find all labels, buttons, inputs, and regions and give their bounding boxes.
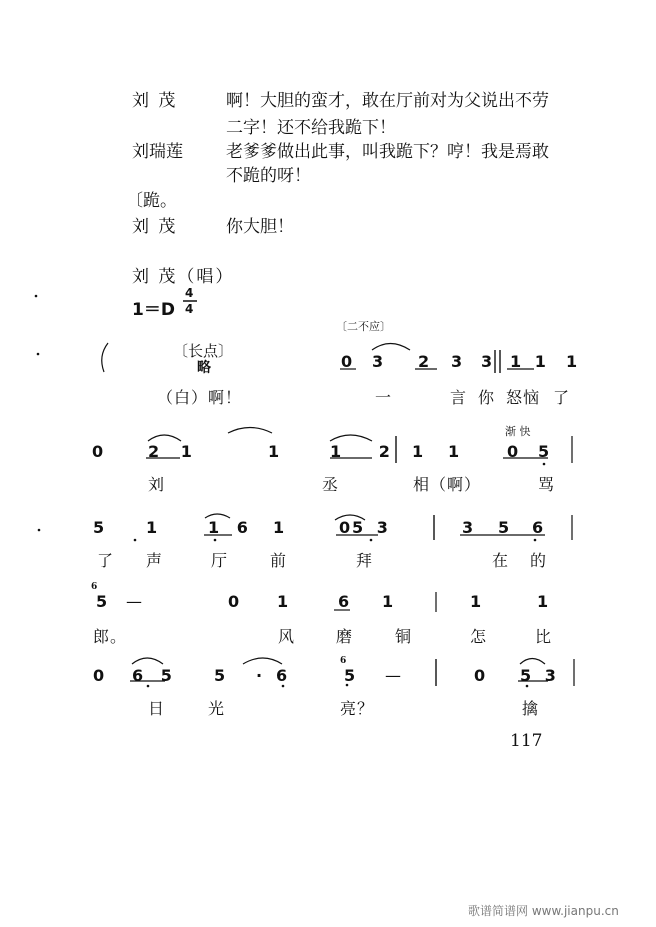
- note: 5: [538, 442, 550, 461]
- lyric: 在: [492, 551, 510, 570]
- lyric: 厅: [211, 551, 229, 570]
- lyric: 了: [553, 388, 571, 407]
- time-signature-denominator: 4: [185, 302, 194, 316]
- speaker-liu-mao-2: 刘 茂: [132, 217, 178, 237]
- lyric: 一: [375, 388, 393, 407]
- lyric: 声: [146, 551, 164, 570]
- speaker-liu-ruilian: 刘瑞莲: [132, 142, 183, 162]
- dialogue-line: 你大胆！: [226, 217, 294, 237]
- dialogue-line: 二字！还不给我跪下！: [226, 118, 396, 138]
- note: 1: [273, 518, 285, 537]
- note: 3: [372, 352, 384, 371]
- note: 1: [566, 352, 578, 371]
- note: 1: [537, 592, 549, 611]
- dialogue-line: 啊！大胆的蛮才，敢在厅前对为父说出不劳: [226, 91, 549, 111]
- sing-heading: 刘 茂（唱）: [132, 267, 235, 287]
- note: 5 3: [352, 518, 392, 537]
- cue-label: 〔二不应〕: [336, 320, 391, 333]
- note: 6: [532, 518, 544, 537]
- lyric: 相（啊）: [413, 475, 482, 494]
- cue-label: 略: [197, 360, 211, 376]
- note: 0: [93, 666, 105, 685]
- lyric: 丞: [322, 475, 340, 494]
- lyric: 了: [97, 551, 115, 570]
- watermark: 歌谱简谱网 www.jianpu.cn: [468, 904, 619, 918]
- lyric: 擒: [522, 699, 540, 718]
- note: 3: [451, 352, 463, 371]
- note: 1: [448, 442, 460, 461]
- note: 1 2: [330, 442, 406, 461]
- lyric: 拜: [356, 551, 374, 570]
- note: 1: [412, 442, 424, 461]
- lyric: 刘: [148, 475, 166, 494]
- stage-direction: 〔跪。: [126, 191, 177, 211]
- grace-note: 6: [340, 656, 347, 666]
- lyric: 骂: [538, 475, 556, 494]
- lyric: 磨: [336, 627, 354, 646]
- dialogue-line: 不跪的呀！: [226, 166, 311, 186]
- note: 1 6: [208, 518, 254, 537]
- note: 5: [93, 518, 105, 537]
- lyric: 言: [450, 388, 468, 407]
- lyric: 郎。: [93, 627, 128, 646]
- note: 1: [470, 592, 482, 611]
- lyric: 铜: [395, 627, 413, 646]
- note: 6 5: [132, 666, 178, 685]
- note: 2 1: [148, 442, 200, 461]
- note: 6: [276, 666, 288, 685]
- note: 5 3: [520, 666, 560, 685]
- lyric: 亮？: [340, 699, 375, 718]
- lyric: 比: [535, 627, 553, 646]
- note: 3: [462, 518, 474, 537]
- note: 3: [481, 352, 493, 371]
- grace-note: 6: [91, 582, 98, 592]
- time-signature-numerator: 4: [185, 286, 194, 300]
- page-number: 117: [510, 731, 543, 751]
- speaker-liu-mao-1: 刘 茂: [132, 91, 178, 111]
- note: 6: [338, 592, 350, 611]
- lyric: 的: [530, 551, 548, 570]
- lyric: 日: [148, 699, 166, 718]
- note: 5: [214, 666, 226, 685]
- lyric: 怒恼: [506, 388, 541, 407]
- note: 5: [96, 592, 108, 611]
- key-signature: 1＝D: [132, 300, 175, 320]
- lyric: （白）啊！: [157, 388, 243, 407]
- note: 0: [341, 352, 353, 371]
- note: 0: [474, 666, 486, 685]
- note: 1: [382, 592, 394, 611]
- note: 1 1: [510, 352, 550, 371]
- note: 2: [418, 352, 430, 371]
- lyric: 怎: [470, 627, 488, 646]
- lyric: 你: [478, 388, 496, 407]
- tempo-marking: 渐 快: [505, 425, 531, 438]
- note: 0: [92, 442, 104, 461]
- dialogue-line: 老爹爹做出此事，叫我跪下？哼！我是焉敢: [226, 142, 549, 162]
- note: 5: [344, 666, 356, 685]
- note: —: [126, 592, 142, 611]
- note: 0: [507, 442, 519, 461]
- note: —: [385, 666, 401, 685]
- note: 0: [339, 518, 351, 537]
- note: 0: [228, 592, 240, 611]
- lyric: 风: [278, 627, 296, 646]
- note: ·: [256, 666, 263, 685]
- cue-label: 〔长点〕: [173, 342, 234, 360]
- note: 1: [268, 442, 280, 461]
- note: 1: [277, 592, 289, 611]
- note: 5: [498, 518, 510, 537]
- lyric: 光: [208, 699, 226, 718]
- lyric: 前: [270, 551, 288, 570]
- note: 1: [146, 518, 158, 537]
